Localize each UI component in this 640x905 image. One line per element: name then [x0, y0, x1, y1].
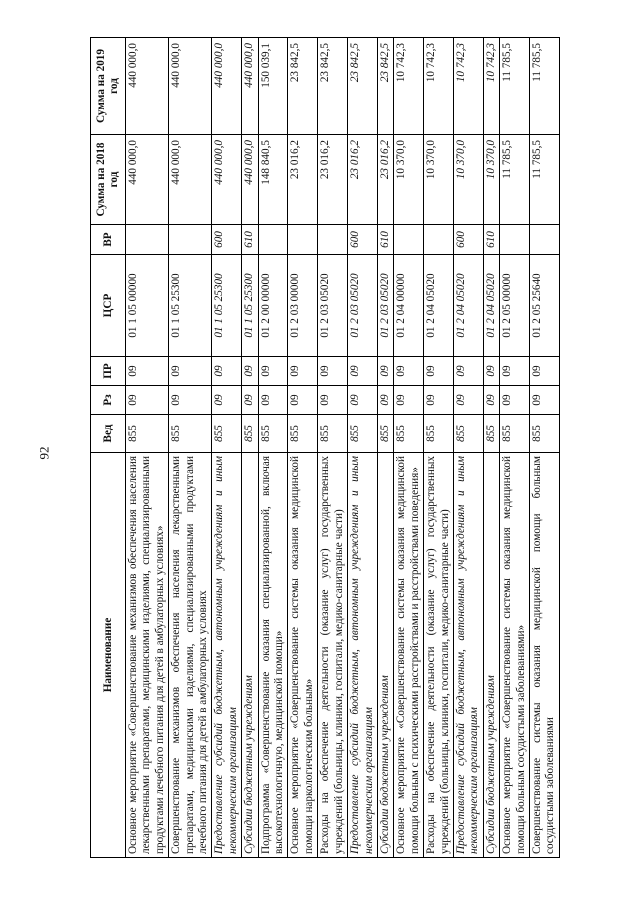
- cell-name: Основное мероприятие «Совершенствование механизмов обеспечения населения лекарственными препаратами, медицинскими изделиями, специализированными продуктами лечебного питания для детей в амбулаторных условиях»: [126, 453, 169, 858]
- cell-rz: 09: [483, 386, 499, 415]
- rotated-page-content: [90, 38, 600, 858]
- cell-vr: [394, 225, 424, 255]
- table-row: [377, 38, 393, 858]
- cell-sum2018: 440 000,0: [242, 135, 258, 225]
- cell-vr: [318, 225, 348, 255]
- cell-pr: 09: [394, 357, 424, 386]
- cell-vr: [126, 225, 169, 255]
- header-pr: ПР: [91, 357, 126, 386]
- cell-rz: 09: [453, 386, 483, 415]
- cell-rz: 09: [424, 386, 454, 415]
- cell-ved: 855: [500, 415, 530, 453]
- cell-ved: 855: [258, 415, 288, 453]
- table-row: [424, 38, 454, 858]
- cell-sum2018: 440 000,0: [169, 135, 212, 225]
- cell-name: Основное мероприятие «Совершенствование системы оказания медицинской помощи больным с психическими расстройствами и расстройствами поведения»: [394, 453, 424, 858]
- cell-name: Подпрограмма «Совершенствование оказания специализированной, включая высокотехнологичную, медицинской помощи»: [258, 453, 288, 858]
- cell-name: Субсидии бюджетным учреждениям: [377, 453, 393, 858]
- cell-csr: 01 2 00 00000: [258, 255, 288, 357]
- header-rz: Рз: [91, 386, 126, 415]
- cell-sum2019: 11 785,5: [500, 38, 530, 135]
- cell-rz: 09: [394, 386, 424, 415]
- header-ved: Вед: [91, 415, 126, 453]
- cell-sum2019: 440 000,0: [212, 38, 242, 135]
- cell-name: Субсидии бюджетным учреждениям: [483, 453, 499, 858]
- cell-name: Предоставление субсидий бюджетным, автономным учреждениям и иным некоммерческим организациям: [348, 453, 378, 858]
- cell-sum2018: 23 016,2: [348, 135, 378, 225]
- cell-vr: [500, 225, 530, 255]
- cell-pr: 09: [318, 357, 348, 386]
- cell-rz: 09: [348, 386, 378, 415]
- cell-sum2019: 150 039,1: [258, 38, 288, 135]
- table-row: [212, 38, 242, 858]
- cell-pr: 09: [348, 357, 378, 386]
- header-sum-2019: Сумма на 2019 год: [91, 38, 126, 135]
- cell-name: Основное мероприятие «Совершенствование системы оказания медицинской помощи больным сосудистыми заболеваниями»: [500, 453, 530, 858]
- cell-name: Расходы на обеспечение деятельности (оказание услуг) государственных учреждений (больницы, клиники, госпитали, медико-санитарные части): [424, 453, 454, 858]
- cell-csr: 01 2 04 05020: [424, 255, 454, 357]
- cell-vr: [258, 225, 288, 255]
- cell-sum2018: 148 840,5: [258, 135, 288, 225]
- cell-sum2018: 11 785,5: [529, 135, 559, 225]
- cell-pr: 09: [126, 357, 169, 386]
- cell-vr: 610: [377, 225, 393, 255]
- cell-csr: 01 2 03 05020: [348, 255, 378, 357]
- table-row: [483, 38, 499, 858]
- cell-sum2019: 23 842,5: [288, 38, 318, 135]
- cell-sum2018: 10 370,0: [453, 135, 483, 225]
- cell-ved: 855: [424, 415, 454, 453]
- cell-ved: 855: [126, 415, 169, 453]
- table-row: [348, 38, 378, 858]
- cell-rz: 09: [500, 386, 530, 415]
- cell-name: Совершенствование механизмов обеспечения населения лекарственными препаратами, медицинскими изделиями, специализированными продуктами лечебного питания для детей в амбулаторных условиях: [169, 453, 212, 858]
- cell-sum2018: 11 785,5: [500, 135, 530, 225]
- cell-sum2018: 10 370,0: [394, 135, 424, 225]
- cell-csr: 01 2 04 05020: [483, 255, 499, 357]
- page-number: 92: [36, 446, 52, 460]
- cell-name: Предоставление субсидий бюджетным, автономным учреждениям и иным некоммерческим организациям: [212, 453, 242, 858]
- cell-pr: 09: [258, 357, 288, 386]
- cell-vr: 610: [483, 225, 499, 255]
- cell-csr: 01 2 04 05020: [453, 255, 483, 357]
- cell-ved: 855: [212, 415, 242, 453]
- cell-sum2018: 23 016,2: [288, 135, 318, 225]
- header-name: Наименование: [91, 453, 126, 858]
- cell-csr: 01 2 03 00000: [288, 255, 318, 357]
- cell-sum2019: 11 785,5: [529, 38, 559, 135]
- cell-sum2019: 440 000,0: [242, 38, 258, 135]
- cell-sum2019: 23 842,5: [318, 38, 348, 135]
- cell-sum2018: 23 016,2: [318, 135, 348, 225]
- cell-pr: 09: [242, 357, 258, 386]
- table-body: [126, 38, 560, 858]
- cell-vr: 600: [212, 225, 242, 255]
- header-sum-2018: Сумма на 2018 год: [91, 135, 126, 225]
- cell-rz: 09: [529, 386, 559, 415]
- cell-vr: 600: [348, 225, 378, 255]
- cell-csr: 01 2 04 00000: [394, 255, 424, 357]
- table-row: [242, 38, 258, 858]
- cell-pr: 09: [483, 357, 499, 386]
- cell-sum2019: 23 842,5: [348, 38, 378, 135]
- cell-rz: 09: [242, 386, 258, 415]
- cell-csr: 01 1 05 25300: [169, 255, 212, 357]
- cell-sum2019: 440 000,0: [126, 38, 169, 135]
- cell-vr: [529, 225, 559, 255]
- cell-sum2019: 10 742,3: [394, 38, 424, 135]
- cell-vr: [169, 225, 212, 255]
- table-header-row: [91, 38, 126, 858]
- cell-pr: 09: [169, 357, 212, 386]
- cell-ved: 855: [483, 415, 499, 453]
- table-row: [529, 38, 559, 858]
- table-row: [500, 38, 530, 858]
- cell-csr: 01 1 05 25300: [212, 255, 242, 357]
- cell-csr: 01 2 03 05020: [318, 255, 348, 357]
- header-vr: ВР: [91, 225, 126, 255]
- cell-sum2019: 440 000,0: [169, 38, 212, 135]
- cell-rz: 09: [318, 386, 348, 415]
- cell-pr: 09: [377, 357, 393, 386]
- cell-sum2019: 23 842,5: [377, 38, 393, 135]
- cell-sum2018: 10 370,0: [424, 135, 454, 225]
- cell-vr: 600: [453, 225, 483, 255]
- cell-rz: 09: [126, 386, 169, 415]
- cell-rz: 09: [377, 386, 393, 415]
- cell-name: Субсидии бюджетным учреждениям: [242, 453, 258, 858]
- table-row: [126, 38, 169, 858]
- cell-ved: 855: [348, 415, 378, 453]
- cell-vr: 610: [242, 225, 258, 255]
- cell-csr: 01 1 05 00000: [126, 255, 169, 357]
- cell-sum2019: 10 742,3: [483, 38, 499, 135]
- table-row: [453, 38, 483, 858]
- cell-vr: [424, 225, 454, 255]
- cell-name: Основное мероприятие «Совершенствование системы оказания медицинской помощи наркологическим больным»: [288, 453, 318, 858]
- budget-table: [90, 37, 560, 858]
- cell-csr: 01 2 03 05020: [377, 255, 393, 357]
- table-row: [288, 38, 318, 858]
- table-row: [318, 38, 348, 858]
- header-csr: ЦСР: [91, 255, 126, 357]
- cell-rz: 09: [212, 386, 242, 415]
- table-row: [258, 38, 288, 858]
- cell-sum2018: 23 016,2: [377, 135, 393, 225]
- cell-pr: 09: [424, 357, 454, 386]
- cell-ved: 855: [453, 415, 483, 453]
- cell-rz: 09: [258, 386, 288, 415]
- cell-sum2018: 440 000,0: [212, 135, 242, 225]
- cell-ved: 855: [318, 415, 348, 453]
- cell-rz: 09: [169, 386, 212, 415]
- cell-pr: 09: [288, 357, 318, 386]
- cell-rz: 09: [288, 386, 318, 415]
- cell-ved: 855: [377, 415, 393, 453]
- cell-pr: 09: [529, 357, 559, 386]
- cell-ved: 855: [529, 415, 559, 453]
- cell-pr: 09: [500, 357, 530, 386]
- cell-name: Предоставление субсидий бюджетным, автономным учреждениям и иным некоммерческим организациям: [453, 453, 483, 858]
- cell-ved: 855: [394, 415, 424, 453]
- cell-name: Расходы на обеспечение деятельности (оказание услуг) государственных учреждений (больницы, клиники, госпитали, медико-санитарные части): [318, 453, 348, 858]
- cell-sum2018: 440 000,0: [126, 135, 169, 225]
- cell-ved: 855: [242, 415, 258, 453]
- cell-ved: 855: [169, 415, 212, 453]
- cell-csr: 01 2 05 25640: [529, 255, 559, 357]
- table-row: [394, 38, 424, 858]
- cell-pr: 09: [453, 357, 483, 386]
- cell-csr: 01 1 05 25300: [242, 255, 258, 357]
- cell-sum2019: 10 742,3: [424, 38, 454, 135]
- table-row: [169, 38, 212, 858]
- cell-sum2018: 10 370,0: [483, 135, 499, 225]
- cell-vr: [288, 225, 318, 255]
- cell-csr: 01 2 05 00000: [500, 255, 530, 357]
- cell-name: Совершенствование системы оказания медицинской помощи больным сосудистыми заболеваниями: [529, 453, 559, 858]
- cell-sum2019: 10 742,3: [453, 38, 483, 135]
- cell-pr: 09: [212, 357, 242, 386]
- cell-ved: 855: [288, 415, 318, 453]
